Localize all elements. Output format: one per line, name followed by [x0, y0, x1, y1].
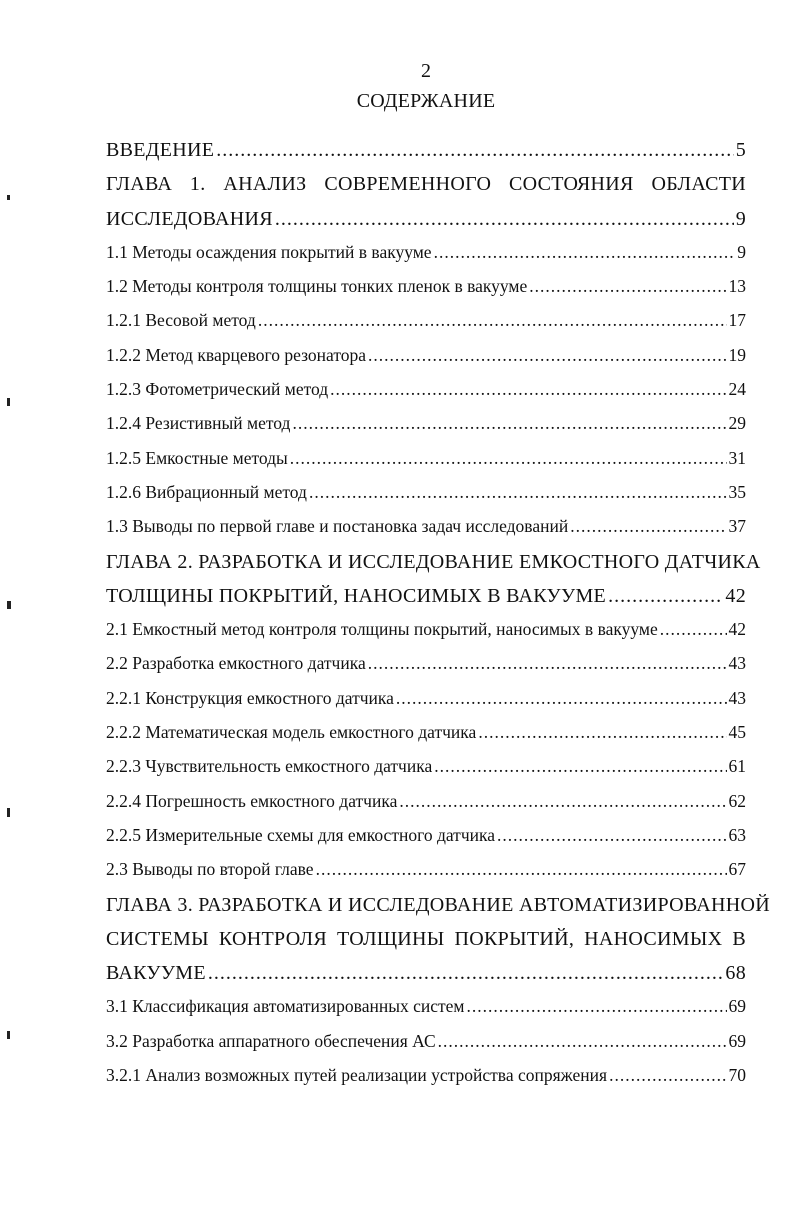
toc-word: ОБЛАСТИ	[651, 173, 746, 196]
toc-chapter-2[interactable]	[106, 550, 761, 620]
toc-leader-dots	[660, 619, 727, 640]
toc-entry-page: 69	[728, 996, 746, 1017]
toc-entry-text: ТОЛЩИНЫ ПОКРЫТИЙ, НАНОСИМЫХ В ВАКУУМЕ	[106, 584, 607, 607]
toc-word: КОНТРОЛЯ	[218, 927, 327, 950]
toc-entry-intro[interactable]	[106, 139, 746, 173]
toc-leader-dots	[497, 825, 727, 846]
toc-entry-text: 1.2 Методы контроля толщины тонких пленок в вакууме	[106, 276, 528, 297]
toc-entry-text: ГЛАВА 2. РАЗРАБОТКА И ИССЛЕДОВАНИЕ ЕМКОСТНОГО ДАТЧИКА	[106, 550, 761, 573]
toc-word: ГЛАВА	[106, 173, 173, 196]
toc-entry-text: 1.2.6 Вибрационный метод	[106, 481, 307, 502]
toc-leader-dots	[290, 448, 727, 469]
toc-entry[interactable]	[106, 688, 746, 722]
toc-entry[interactable]	[106, 653, 746, 687]
toc-entry[interactable]	[106, 516, 746, 550]
toc-word: СОВРЕМЕННОГО	[324, 173, 492, 196]
toc-word: СИСТЕМЫ	[106, 927, 209, 950]
toc-entry-text: 2.1 Емкостный метод контроля толщины покрытий, наносимых в вакууме	[106, 619, 658, 640]
toc-entry-text: ВВЕДЕНИЕ	[106, 139, 215, 161]
toc-entry[interactable]	[106, 1065, 746, 1099]
toc-entry-page: 45	[728, 722, 746, 743]
toc-entry-text: 1.3 Выводы по первой главе и постановка задач исследований	[106, 516, 569, 537]
toc-entry-text: 1.2.1 Весовой метод	[106, 310, 256, 331]
page-number: 2	[421, 60, 431, 82]
toc-entry-page: 37	[728, 516, 746, 537]
toc-entry[interactable]	[106, 276, 746, 310]
toc-entry-page: 69	[728, 1030, 746, 1051]
margin-mark	[7, 601, 11, 609]
toc-chapter-1[interactable]	[106, 173, 746, 242]
toc-entry-page: 42	[728, 619, 746, 640]
toc-entry-text: 2.2.1 Конструкция емкостного датчика	[106, 687, 394, 708]
toc-entry[interactable]	[106, 379, 746, 413]
toc-leader-dots	[609, 1065, 726, 1086]
toc-entry-text: 1.2.3 Фотометрический метод	[106, 379, 329, 400]
toc-entry-text: ГЛАВА 3. РАЗРАБОТКА И ИССЛЕДОВАНИЕ АВТОМАТИЗИРОВАННОЙ	[106, 893, 770, 916]
toc-leader-dots	[330, 379, 726, 400]
toc-entry-text: 1.2.2 Метод кварцевого резонатора	[106, 344, 367, 365]
toc-entry-page: 5	[735, 139, 746, 161]
toc-entry-text: ВАКУУМЕ	[106, 962, 206, 985]
toc-entry[interactable]	[106, 310, 746, 344]
toc-entry-page: 24	[728, 379, 746, 400]
toc-leader-dots	[309, 482, 727, 503]
toc-leader-dots	[608, 585, 723, 608]
toc-entry-page: 61	[728, 756, 746, 777]
toc-entry-page: 68	[725, 962, 746, 985]
toc-leader-dots	[368, 653, 727, 674]
toc-word: АНАЛИЗ	[223, 173, 307, 196]
toc-chapter-3[interactable]	[106, 893, 770, 997]
toc-leader-dots	[396, 688, 727, 709]
toc-leader-dots	[434, 242, 736, 263]
toc-entry-page: 63	[728, 824, 746, 845]
toc-entry-text: 1.2.4 Резистивный метод	[106, 413, 291, 434]
toc-word: СОСТОЯНИЯ	[509, 173, 634, 196]
margin-mark	[7, 195, 10, 200]
toc-entry[interactable]	[106, 448, 746, 482]
margin-mark	[7, 1031, 10, 1039]
toc-entry-text: 2.2.2 Математическая модель емкостного датчика	[106, 722, 477, 743]
toc-entry[interactable]	[106, 1031, 746, 1065]
toc-entry-text: 3.1 Классификация автоматизированных систем	[106, 996, 465, 1017]
toc-leader-dots	[466, 996, 726, 1017]
toc-chapter-3-line-1	[106, 893, 770, 928]
toc-leader-dots	[316, 859, 727, 880]
toc-entry-text: 3.2.1 Анализ возможных путей реализации устройства сопряжения	[106, 1065, 608, 1086]
toc-entry[interactable]	[106, 242, 746, 276]
toc-word: НАНОСИМЫХ	[584, 927, 723, 950]
toc-entry-page: 13	[728, 276, 746, 297]
toc-entry-page: 19	[728, 344, 746, 365]
toc-entry-page: 43	[728, 687, 746, 708]
toc-entry-text: 2.2.3 Чувствительность емкостного датчика	[106, 756, 433, 777]
table-of-contents	[106, 139, 770, 1099]
toc-entry-text: 1.1 Методы осаждения покрытий в вакууме	[106, 241, 432, 262]
toc-entry[interactable]	[106, 722, 746, 756]
toc-entry[interactable]	[106, 482, 746, 516]
toc-chapter-2-line-1	[106, 550, 761, 585]
toc-word: В	[732, 927, 746, 950]
toc-leader-dots	[478, 722, 726, 743]
toc-entry[interactable]	[106, 825, 746, 859]
toc-entry-page: 62	[728, 790, 746, 811]
margin-mark	[7, 808, 10, 817]
toc-entry-page: 29	[728, 413, 746, 434]
toc-leader-dots	[275, 208, 734, 231]
toc-entry-text: 2.2 Разработка емкостного датчика	[106, 653, 366, 674]
page-title: СОДЕРЖАНИЕ	[356, 90, 496, 112]
toc-entry-page: 9	[735, 207, 746, 230]
toc-word: ПОКРЫТИЙ,	[454, 927, 575, 950]
toc-leader-dots	[438, 1031, 727, 1052]
toc-entry[interactable]	[106, 859, 746, 893]
toc-leader-dots	[529, 276, 726, 297]
toc-entry-text: 2.2.4 Погрешность емкостного датчика	[106, 790, 398, 811]
toc-chapter-1-line-1	[106, 173, 746, 207]
toc-leader-dots	[208, 962, 724, 985]
toc-entry-page: 42	[725, 584, 746, 607]
toc-chapter-2-line-2	[106, 585, 746, 619]
toc-entry-text: 2.3 Выводы по второй главе	[106, 859, 314, 880]
toc-chapter-3-line-3	[106, 962, 746, 996]
toc-entry-page: 31	[728, 447, 746, 468]
toc-chapter-3-line-2	[106, 928, 746, 962]
toc-entry-text: ИССЛЕДОВАНИЯ	[106, 207, 273, 230]
toc-entry[interactable]	[106, 619, 746, 653]
toc-word: 1.	[189, 173, 206, 196]
toc-chapter-1-line-2	[106, 208, 746, 242]
toc-entry[interactable]	[106, 791, 746, 825]
toc-leader-dots	[258, 310, 727, 331]
toc-entry-page: 17	[728, 310, 746, 331]
toc-entry-page: 9	[737, 241, 746, 262]
toc-entry[interactable]	[106, 996, 746, 1030]
toc-leader-dots	[434, 756, 726, 777]
toc-entry-text: 3.2 Разработка аппаратного обеспечения АС	[106, 1030, 436, 1051]
toc-leader-dots	[292, 413, 726, 434]
toc-entry-page: 35	[728, 481, 746, 502]
toc-leader-dots	[368, 345, 726, 366]
toc-word: ТОЛЩИНЫ	[336, 927, 445, 950]
toc-leader-dots	[399, 791, 726, 812]
toc-entry-page: 70	[728, 1065, 746, 1086]
margin-mark	[7, 398, 10, 406]
toc-entry-text: 2.2.5 Измерительные схемы для емкостного датчика	[106, 824, 495, 845]
toc-leader-dots	[570, 516, 726, 537]
toc-entry-page: 43	[728, 653, 746, 674]
toc-entry-text: 1.2.5 Емкостные методы	[106, 447, 288, 468]
toc-entry[interactable]	[106, 345, 746, 379]
toc-leader-dots	[216, 139, 733, 162]
toc-entry[interactable]	[106, 413, 746, 447]
toc-entry[interactable]	[106, 756, 746, 790]
toc-entry-page: 67	[728, 859, 746, 880]
